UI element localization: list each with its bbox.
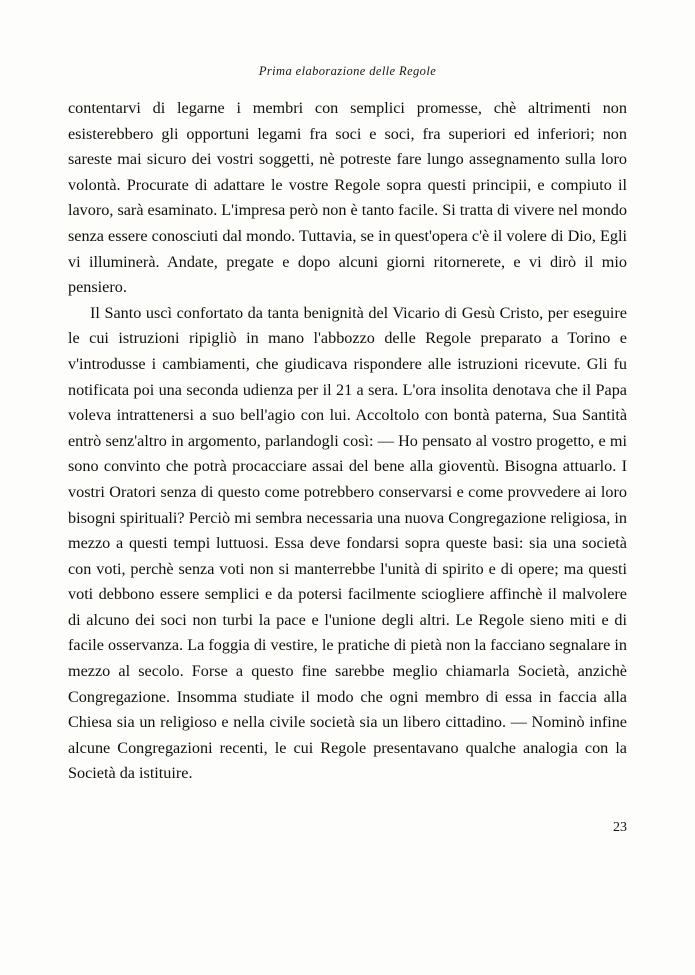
paragraph: contentarvi di legarne i membri con semplici promesse, chè altrimenti non esisterebbero gli opportuni legami fra soci e soci, fra superiori ed inferiori; non sareste mai sicuro dei vostri soggetti, nè potreste fare lungo assegnamento sulla loro volontà. Procurate di adattare le vostre Regole sopra questi principii, e compiuto il lavoro, sarà esaminato. L'impresa però non è tanto facile. Si tratta di vivere nel mondo senza essere conosciuti dal mondo. Tuttavia, se in quest'opera c'è il volere di Dio, Egli vi illuminerà. Andate, pregate e dopo alcuni giorni ritornerete, e vi dirò il mio pensiero. [68,99,627,297]
paragraph: Il Santo uscì confortato da tanta benignità del Vicario di Gesù Cristo, per eseguire le cui istruzioni ripigliò in mano l'abbozzo delle Regole preparato a Torino e v'introdusse i cambiamenti, che giudicava rispondere alle istruzioni ricevute. Gli fu notificata poi una seconda udienza per il 21 a sera. L'ora insolita denotava che il Papa voleva intrattenersi a suo bell'agio con lui. Accoltolo con bontà paterna, Sua Santità entrò senz'altro in argomento, parlandogli così: — Ho pensato al vostro progetto, e mi sono convinto che potrà procacciare assai del bene alla gioventù. Bisogna attuarlo. I vostri Oratori senza di questo come potrebbero conservarsi e come provvedere ai loro bisogni spirituali? Perciò mi sembra necessaria una nuova Congregazione religiosa, in mezzo a questi tempi luttuosi. Essa deve fondarsi sopra queste basi: sia una società con voti, perchè senza voti non si manterrebbe l'unità di spirito e di opere; ma questi voti debbono essere semplici e da potersi facilmente sciogliere affinchè il malvolere di alcuno dei soci non turbi la pace e l'unione degli altri. Le Regole sieno miti e di facile osservanza. La foggia di vestire, le pratiche di pietà non la facciano segnalare in mezzo al secolo. Forse a questo fine sarebbe meglio chiamarla Società, anzichè Congregazione. Insomma studiate il modo che ogni membro di essa in faccia alla Chiesa sia un religioso e nella civile società sia un libero cittadino. — Nominò infine alcune Congregazioni recenti, le cui Regole presentavano qualche analogia con la Società da istituire. [68,303,627,783]
body-text [68,96,627,787]
running-head: Prima elaborazione delle Regole [258,64,437,78]
page-number: 23 [613,820,627,835]
